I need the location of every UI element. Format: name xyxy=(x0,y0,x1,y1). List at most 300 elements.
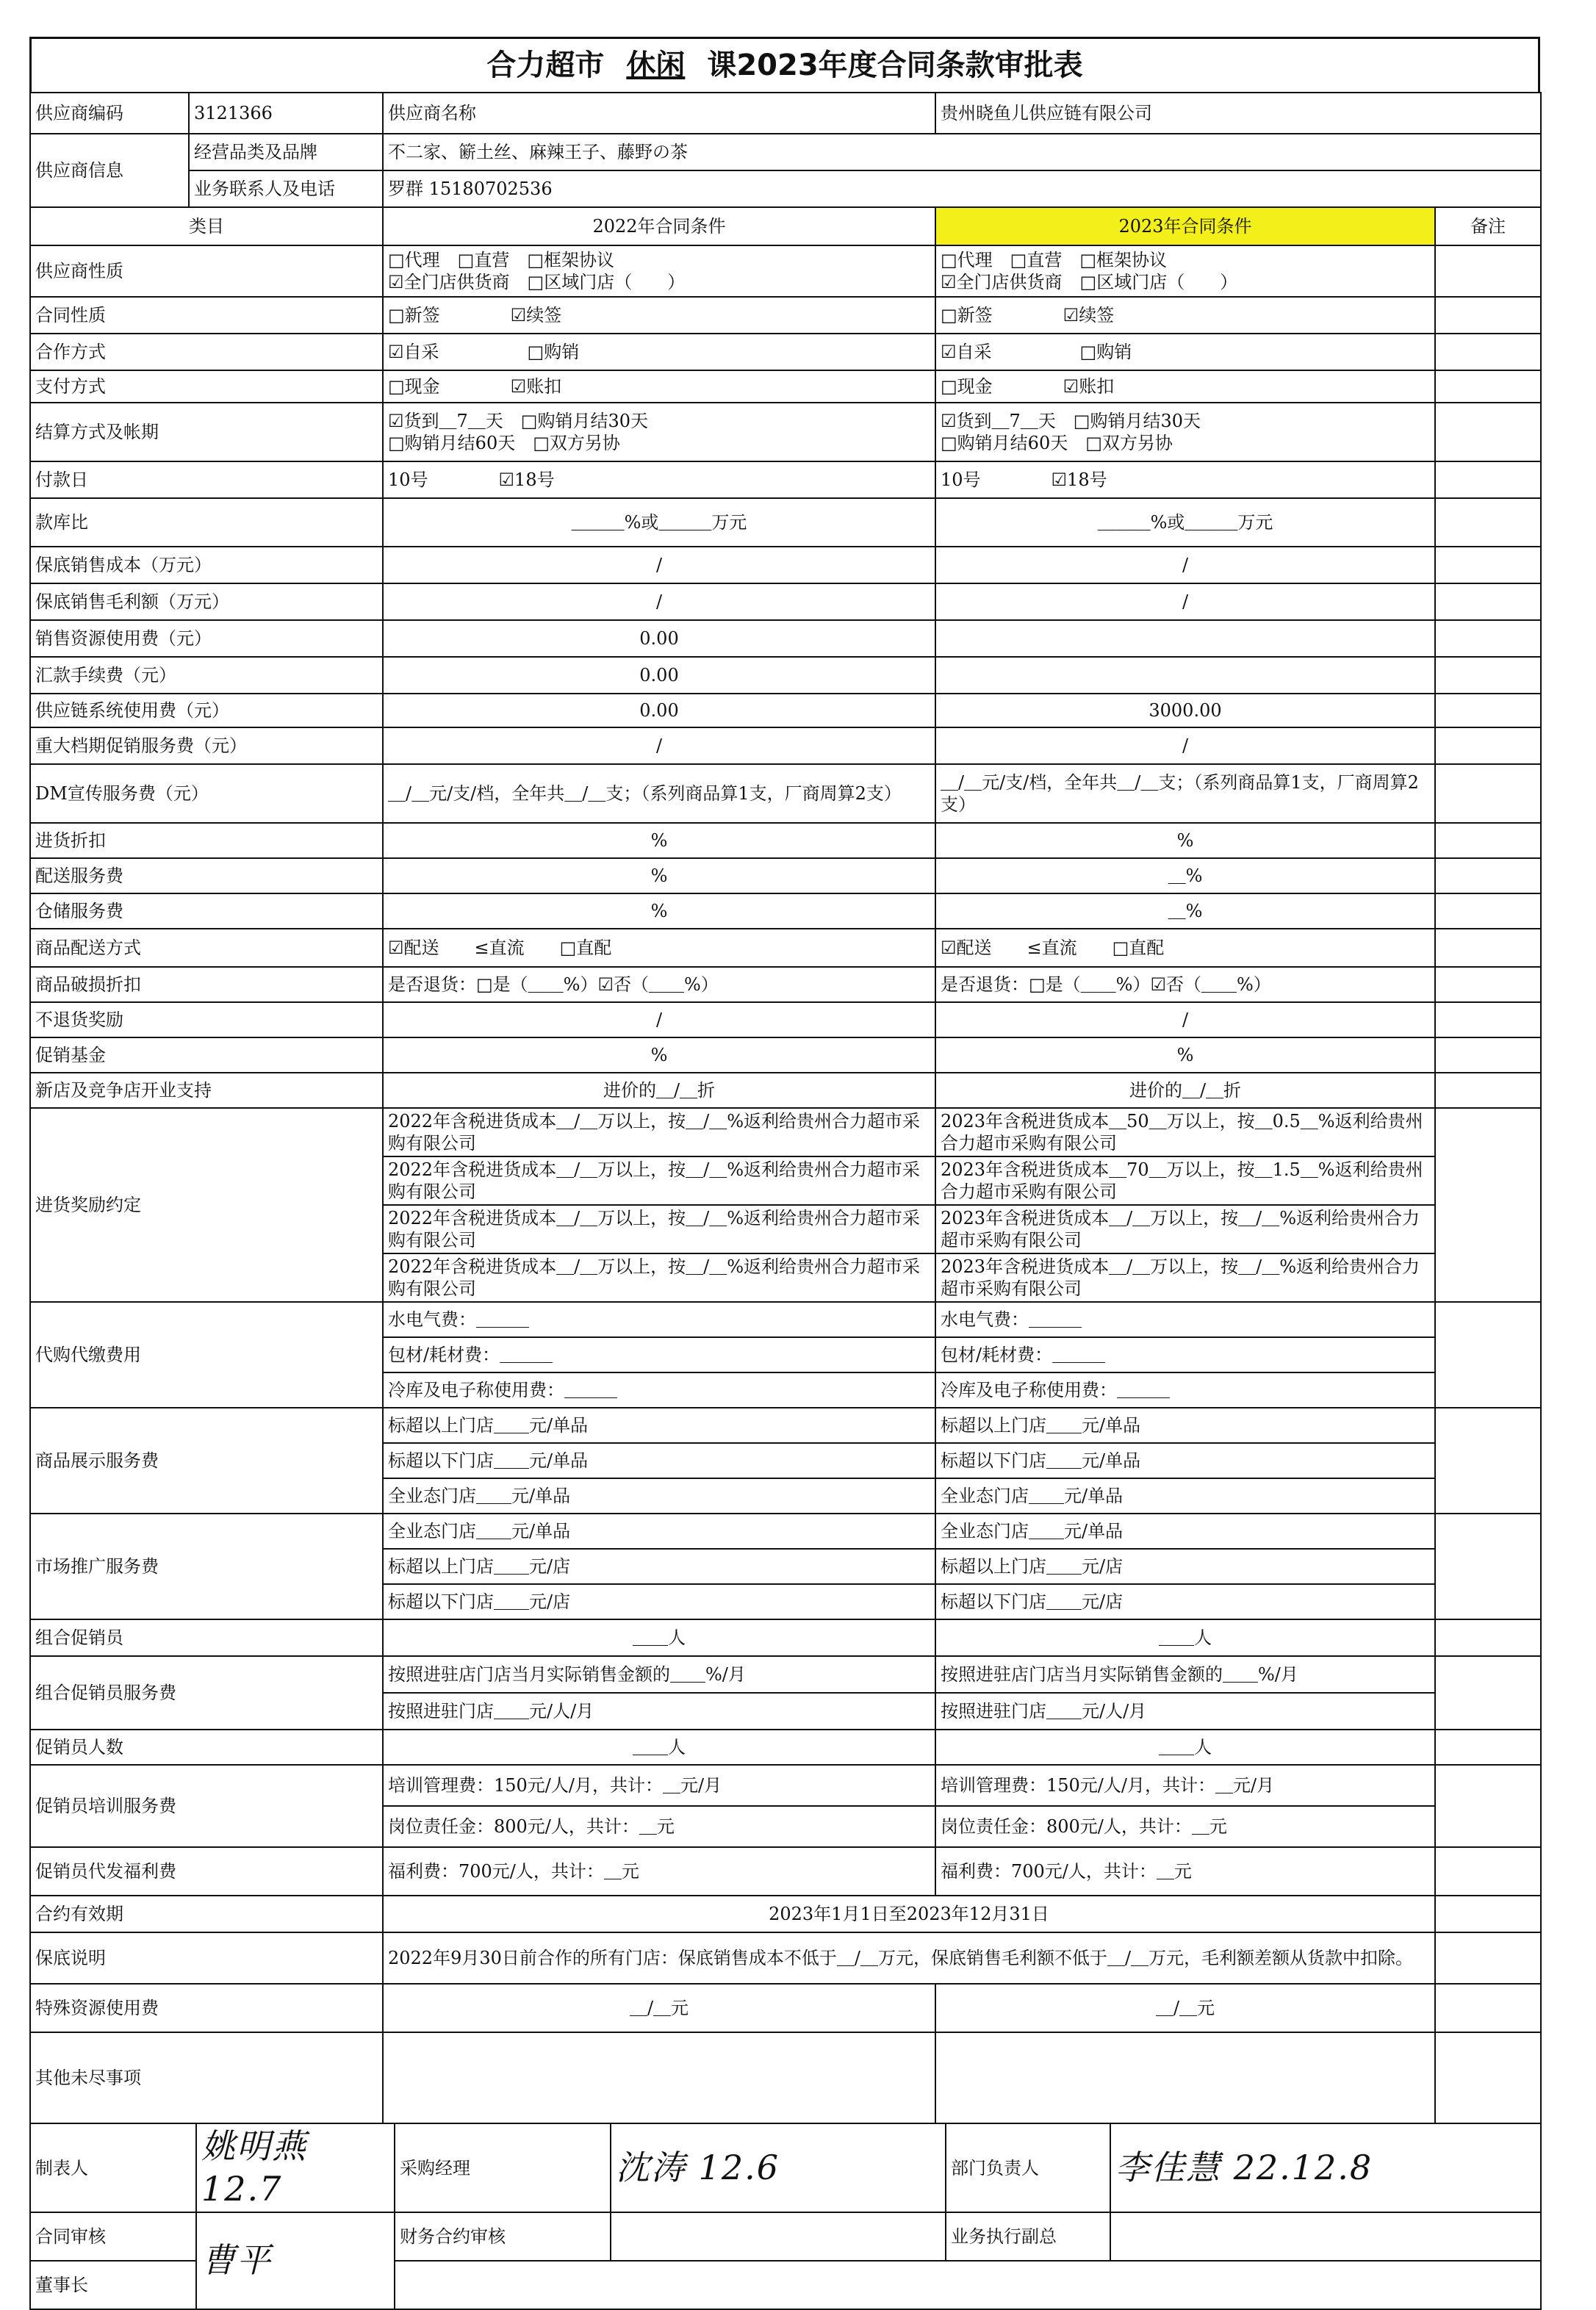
cell-line: 是否退货：□是（＿＿%）☑否（＿＿%） xyxy=(941,974,1271,995)
cell-line: 包材/耗材费：＿＿＿ xyxy=(941,1345,1106,1365)
condition-2023-cell xyxy=(935,583,1435,620)
remark-cell[interactable] xyxy=(1435,694,1541,727)
remark-cell[interactable] xyxy=(1435,297,1541,334)
cell-line: □代理 □直营 □框架协议 xyxy=(388,250,615,270)
condition-2023-cell xyxy=(935,1806,1435,1847)
table-row xyxy=(30,498,1541,547)
condition-2023-cell xyxy=(935,1619,1435,1656)
remark-cell[interactable] xyxy=(1435,1984,1541,2032)
contract-review-label: 合同审核 xyxy=(30,2212,196,2261)
condition-2022-cell xyxy=(383,1549,935,1584)
table-row xyxy=(30,694,1541,727)
cell-line: ＿% xyxy=(1168,901,1203,921)
cell-line: 福利费：700元/人，共计：＿元 xyxy=(388,1861,639,1882)
table-row xyxy=(30,583,1541,620)
row-label: 重大档期促销服务费（元） xyxy=(30,727,383,764)
table-row xyxy=(30,245,1541,297)
table-row xyxy=(30,1932,1541,1984)
cell-line: □新签 ☑续签 xyxy=(941,305,1115,325)
remark-cell[interactable] xyxy=(1435,1514,1541,1619)
brands-label: 经营品类及品牌 xyxy=(189,134,383,170)
cell-line: ＿＿人 xyxy=(1159,1627,1212,1648)
cell-line: 全业态门店＿＿元/单品 xyxy=(941,1486,1124,1506)
cell-line: 2022年9月30日前合作的所有门店：保底销售成本不低于＿/＿万元，保底销售毛利额不低于＿/＿万元，毛利额差额从货款中扣除。 xyxy=(388,1948,1414,1968)
condition-2023-cell xyxy=(935,967,1435,1002)
cell-line: 2023年含税进货成本＿70＿万以上，按＿1.5＿%返利给贵州合力超市采购有限公司 xyxy=(941,1159,1423,1202)
remark-cell[interactable] xyxy=(1435,1302,1541,1408)
cell-line: ☑配送 ≤直流 □直配 xyxy=(388,938,612,958)
cell-line: 标超以下门店＿＿元/店 xyxy=(941,1591,1124,1612)
supplier-name-label: 供应商名称 xyxy=(383,93,935,134)
condition-2022-cell xyxy=(383,764,935,823)
signature-row-1 xyxy=(30,2123,1541,2212)
condition-2023-cell xyxy=(935,1984,1435,2032)
cell-line: ＿% xyxy=(1168,866,1203,886)
brands-row xyxy=(30,134,1541,170)
row-label: 进货折扣 xyxy=(30,823,383,858)
condition-2023-cell xyxy=(935,1253,1435,1302)
cell-line: ＿＿＿%或＿＿＿万元 xyxy=(1097,512,1273,533)
cell-line: 全业态门店＿＿元/单品 xyxy=(388,1521,571,1541)
condition-2023-cell xyxy=(935,1584,1435,1619)
table-row xyxy=(30,1302,1541,1337)
row-label: 款库比 xyxy=(30,498,383,547)
condition-2022-cell xyxy=(383,1514,935,1549)
contact-label: 业务联系人及电话 xyxy=(189,170,383,207)
row-label: 组合促销员服务费 xyxy=(30,1656,383,1730)
condition-2023-cell xyxy=(935,1514,1435,1549)
remark-cell[interactable] xyxy=(1435,583,1541,620)
condition-2023-cell xyxy=(935,370,1435,403)
condition-2022-cell xyxy=(383,1372,935,1408)
condition-2022-cell xyxy=(383,1253,935,1302)
cell-line: ☑配送 ≤直流 □直配 xyxy=(941,938,1165,958)
row-label: 配送服务费 xyxy=(30,858,383,893)
cell-line: 按照进驻店门店当月实际销售金额的＿＿%/月 xyxy=(941,1664,1298,1685)
chairman-label: 董事长 xyxy=(30,2261,196,2309)
condition-2023-cell xyxy=(935,764,1435,823)
condition-2022-cell xyxy=(383,1205,935,1253)
condition-2023-cell xyxy=(935,1156,1435,1205)
cell-line: ＿/＿元 xyxy=(629,1998,689,2018)
condition-2023-cell xyxy=(935,2032,1435,2123)
condition-2023-cell xyxy=(935,1408,1435,1443)
remark-cell[interactable] xyxy=(1435,1408,1541,1514)
condition-2022-cell xyxy=(383,2032,935,2123)
cell-line: 冷库及电子称使用费：＿＿＿ xyxy=(388,1380,617,1400)
condition-2022-cell xyxy=(383,1478,935,1514)
condition-2023-cell xyxy=(935,823,1435,858)
table-row xyxy=(30,893,1541,929)
cell-line: ＿＿＿%或＿＿＿万元 xyxy=(571,512,747,533)
cell-line: 2022年含税进货成本＿/＿万以上，按＿/＿%返利给贵州合力超市采购有限公司 xyxy=(388,1159,921,1202)
row-label: 商品配送方式 xyxy=(30,929,383,967)
condition-2022-cell xyxy=(383,727,935,764)
condition-2022-cell xyxy=(383,823,935,858)
condition-2022-cell xyxy=(383,1337,935,1372)
condition-2022-cell xyxy=(383,694,935,727)
cell-line: / xyxy=(655,555,663,575)
condition-2022-cell xyxy=(383,1443,935,1478)
remark-cell[interactable] xyxy=(1435,498,1541,547)
remark-cell[interactable] xyxy=(1435,245,1541,297)
condition-2022-cell xyxy=(383,334,935,370)
table-row xyxy=(30,334,1541,370)
condition-2022-cell xyxy=(383,1619,935,1656)
cell-line: ＿＿人 xyxy=(633,1627,686,1648)
remark-cell[interactable] xyxy=(1435,1765,1541,1847)
cell-line: 福利费：700元/人，共计：＿元 xyxy=(941,1861,1192,1882)
remark-cell[interactable] xyxy=(1435,823,1541,858)
cell-line: 包材/耗材费：＿＿＿ xyxy=(388,1345,553,1365)
cell-line: % xyxy=(650,1045,668,1065)
row-label: 保底销售毛利额（万元） xyxy=(30,583,383,620)
condition-2022-cell xyxy=(383,370,935,403)
condition-2023-cell xyxy=(935,547,1435,583)
condition-2023-cell xyxy=(935,1656,1435,1693)
cell-line: □现金 ☑账扣 xyxy=(388,376,562,397)
condition-2022-cell xyxy=(383,1584,935,1619)
condition-2022-cell xyxy=(383,1156,935,1205)
row-label: DM宣传服务费（元） xyxy=(30,764,383,823)
condition-2023-cell xyxy=(935,694,1435,727)
condition-2023-cell xyxy=(935,858,1435,893)
cell-line: 按照进驻门店＿＿元/人/月 xyxy=(941,1701,1147,1721)
cell-line: % xyxy=(650,866,668,886)
condition-2023-cell xyxy=(935,245,1435,297)
condition-2023-cell xyxy=(935,1002,1435,1037)
cell-line: 岗位责任金：800元/人，共计：＿元 xyxy=(388,1816,675,1837)
table-row xyxy=(30,727,1541,764)
cell-line: / xyxy=(655,735,663,756)
condition-2022-cell xyxy=(383,1765,935,1806)
cell-line: 标超以下门店＿＿元/店 xyxy=(388,1591,571,1612)
remark-cell[interactable] xyxy=(1435,1896,1541,1932)
condition-2023-cell xyxy=(935,1205,1435,1253)
title-department: 休闲 xyxy=(626,48,686,82)
condition-2023-cell xyxy=(935,1073,1435,1108)
table-row xyxy=(30,1037,1541,1073)
table-row xyxy=(30,1619,1541,1656)
table-row xyxy=(30,620,1541,657)
header-row xyxy=(30,207,1541,245)
row-label: 商品破损折扣 xyxy=(30,967,383,1002)
row-label: 合作方式 xyxy=(30,334,383,370)
row-label: 特殊资源使用费 xyxy=(30,1984,383,2032)
remark-cell[interactable] xyxy=(1435,1656,1541,1730)
row-label: 保底说明 xyxy=(30,1932,383,1984)
table-row xyxy=(30,1847,1541,1896)
row-label: 促销基金 xyxy=(30,1037,383,1073)
table-row xyxy=(30,1896,1541,1932)
condition-2023-cell xyxy=(935,1765,1435,1806)
condition-2022-cell xyxy=(383,1693,935,1730)
finance-review-label: 财务合约审核 xyxy=(395,2212,611,2261)
condition-2022-cell xyxy=(383,893,935,929)
signature-row-2 xyxy=(30,2212,1541,2261)
cell-line: / xyxy=(1182,1010,1189,1030)
cell-line: □现金 ☑账扣 xyxy=(941,376,1115,397)
table-row xyxy=(30,2032,1541,2123)
maker-label: 制表人 xyxy=(30,2123,196,2212)
cell-line: % xyxy=(1176,830,1194,851)
condition-2022-cell xyxy=(383,1847,935,1896)
condition-2023-cell xyxy=(935,929,1435,967)
cell-line: / xyxy=(655,1010,663,1030)
cell-line: % xyxy=(650,901,668,921)
cell-line: 2022年含税进货成本＿/＿万以上，按＿/＿%返利给贵州合力超市采购有限公司 xyxy=(388,1256,921,1299)
cell-line: 标超以上门店＿＿元/店 xyxy=(388,1556,571,1577)
remark-cell[interactable] xyxy=(1435,620,1541,657)
table-row xyxy=(30,858,1541,893)
remark-cell[interactable] xyxy=(1435,893,1541,929)
row-label: 供应链系统使用费（元） xyxy=(30,694,383,727)
remark-cell[interactable] xyxy=(1435,764,1541,823)
table-row xyxy=(30,1765,1541,1806)
cell-line: 2023年含税进货成本＿/＿万以上，按＿/＿%返利给贵州合力超市采购有限公司 xyxy=(941,1208,1420,1251)
condition-2022-cell xyxy=(383,498,935,547)
row-label: 市场推广服务费 xyxy=(30,1514,383,1619)
contract-review-signature: 曹平 xyxy=(196,2212,395,2309)
remark-header: 备注 xyxy=(1435,207,1541,245)
merged-condition-cell xyxy=(383,1896,1435,1932)
table-row xyxy=(30,823,1541,858)
cell-line: ☑全门店供货商 □区域门店（ ） xyxy=(941,272,1238,292)
dept-head-label: 部门负责人 xyxy=(946,2123,1110,2212)
table-row xyxy=(30,1656,1541,1693)
table-row xyxy=(30,297,1541,334)
row-label: 仓储服务费 xyxy=(30,893,383,929)
supplier-code-row xyxy=(30,93,1541,134)
vp-label: 业务执行副总 xyxy=(946,2212,1110,2261)
cell-line: 岗位责任金：800元/人，共计：＿元 xyxy=(941,1816,1227,1837)
condition-2023-cell xyxy=(935,1478,1435,1514)
table-row xyxy=(30,1073,1541,1108)
cell-line: % xyxy=(650,830,668,851)
year-2022-header: 2022年合同条件 xyxy=(383,207,935,245)
chairman-signature xyxy=(395,2261,1541,2309)
condition-2023-cell xyxy=(935,297,1435,334)
vp-signature xyxy=(1110,2212,1541,2261)
condition-2022-cell xyxy=(383,1037,935,1073)
cell-line: 按照进驻门店＿＿元/人/月 xyxy=(388,1701,594,1721)
remark-cell[interactable] xyxy=(1435,929,1541,967)
cell-line: 按照进驻店门店当月实际销售金额的＿＿%/月 xyxy=(388,1664,746,1685)
cell-line: 培训管理费：150元/人/月，共计：＿元/月 xyxy=(388,1775,722,1796)
cell-line: / xyxy=(655,591,663,612)
row-label: 销售资源使用费（元） xyxy=(30,620,383,657)
purchase-manager-label: 采购经理 xyxy=(395,2123,611,2212)
cell-line: □购销月结60天 □双方另协 xyxy=(388,433,620,453)
condition-2022-cell xyxy=(383,1806,935,1847)
cell-line: ＿＿人 xyxy=(633,1737,686,1757)
terms-table xyxy=(29,92,1542,2124)
table-row xyxy=(30,1730,1541,1765)
cell-line: 2023年1月1日至2023年12月31日 xyxy=(769,1904,1049,1924)
remark-cell[interactable] xyxy=(1435,547,1541,583)
row-label: 付款日 xyxy=(30,461,383,498)
cell-line: □购销月结60天 □双方另协 xyxy=(941,433,1173,453)
remark-cell[interactable] xyxy=(1435,727,1541,764)
table-row xyxy=(30,967,1541,1002)
row-label: 进货奖励约定 xyxy=(30,1108,383,1302)
condition-2022-cell xyxy=(383,620,935,657)
table-row xyxy=(30,764,1541,823)
remark-cell[interactable] xyxy=(1435,370,1541,403)
cell-line: 10号 ☑18号 xyxy=(388,469,555,490)
year-2023-header: 2023年合同条件 xyxy=(935,207,1435,245)
cell-line: / xyxy=(1182,591,1189,612)
cell-line: □新签 ☑续签 xyxy=(388,305,562,325)
signature-table xyxy=(29,2123,1542,2310)
cell-line: 标超以上门店＿＿元/单品 xyxy=(388,1415,589,1436)
supplier-code-label: 供应商编码 xyxy=(30,93,189,134)
condition-2022-cell xyxy=(383,547,935,583)
remark-cell[interactable] xyxy=(1435,334,1541,370)
table-row xyxy=(30,461,1541,498)
remark-cell[interactable] xyxy=(1435,403,1541,461)
cell-line: ＿/＿元/支/档，全年共＿/＿支；（系列商品算1支，厂商周算2支） xyxy=(941,772,1419,815)
table-row xyxy=(30,1108,1541,1156)
condition-2023-cell xyxy=(935,1847,1435,1896)
cell-line: 2023年含税进货成本＿/＿万以上，按＿/＿%返利给贵州合力超市采购有限公司 xyxy=(941,1256,1420,1299)
condition-2022-cell xyxy=(383,1002,935,1037)
remark-cell[interactable] xyxy=(1435,967,1541,1002)
table-row xyxy=(30,929,1541,967)
cell-line: 2022年含税进货成本＿/＿万以上，按＿/＿%返利给贵州合力超市采购有限公司 xyxy=(388,1111,921,1154)
condition-2023-cell xyxy=(935,334,1435,370)
condition-2023-cell xyxy=(935,403,1435,461)
remark-cell[interactable] xyxy=(1435,1073,1541,1108)
cell-line: 0.00 xyxy=(639,665,679,686)
cell-line: 标超以下门店＿＿元/单品 xyxy=(941,1450,1141,1471)
cell-line: 标超以下门店＿＿元/单品 xyxy=(388,1450,589,1471)
row-label: 结算方式及帐期 xyxy=(30,403,383,461)
remark-cell[interactable] xyxy=(1435,2032,1541,2123)
cell-line: 0.00 xyxy=(639,700,679,721)
cell-line: ＿/＿元 xyxy=(1155,1998,1215,2018)
remark-cell[interactable] xyxy=(1435,1619,1541,1656)
table-row xyxy=(30,1408,1541,1443)
condition-2022-cell xyxy=(383,929,935,967)
cell-line: % xyxy=(1176,1045,1194,1065)
condition-2023-cell xyxy=(935,1372,1435,1408)
table-row xyxy=(30,657,1541,694)
remark-cell[interactable] xyxy=(1435,1932,1541,1984)
form-title xyxy=(29,37,1540,92)
supplier-code: 3121366 xyxy=(189,93,383,134)
cell-line: 培训管理费：150元/人/月，共计：＿元/月 xyxy=(941,1775,1275,1796)
row-label: 商品展示服务费 xyxy=(30,1408,383,1514)
cell-line: 是否退货：□是（＿＿%）☑否（＿＿%） xyxy=(388,974,719,995)
condition-2022-cell xyxy=(383,1302,935,1337)
table-row xyxy=(30,370,1541,403)
cell-line: ＿/＿元/支/档，全年共＿/＿支；（系列商品算1支，厂商周算2支） xyxy=(388,783,902,804)
condition-2022-cell xyxy=(383,583,935,620)
condition-2022-cell xyxy=(383,657,935,694)
remark-cell[interactable] xyxy=(1435,657,1541,694)
row-label: 其他未尽事项 xyxy=(30,2032,383,2123)
condition-2023-cell xyxy=(935,657,1435,694)
remark-cell[interactable] xyxy=(1435,461,1541,498)
row-label: 促销员代发福利费 xyxy=(30,1847,383,1896)
remark-cell[interactable] xyxy=(1435,1730,1541,1765)
title-suffix: 课2023年度合同条款审批表 xyxy=(707,48,1083,82)
table-row xyxy=(30,1514,1541,1549)
cell-line: 10号 ☑18号 xyxy=(941,469,1107,490)
condition-2022-cell xyxy=(383,967,935,1002)
condition-2023-cell xyxy=(935,1443,1435,1478)
condition-2022-cell xyxy=(383,403,935,461)
remark-cell[interactable] xyxy=(1435,1847,1541,1896)
cell-line: 标超以上门店＿＿元/单品 xyxy=(941,1415,1141,1436)
row-label: 促销员培训服务费 xyxy=(30,1765,383,1847)
condition-2023-cell xyxy=(935,1693,1435,1730)
maker-signature: 姚明燕 12.7 xyxy=(196,2123,395,2212)
row-label: 供应商性质 xyxy=(30,245,383,297)
remark-cell[interactable] xyxy=(1435,1108,1541,1302)
cell-line: ☑货到＿7＿天 □购销月结30天 xyxy=(388,411,648,431)
remark-cell[interactable] xyxy=(1435,1002,1541,1037)
row-label: 不退货奖励 xyxy=(30,1002,383,1037)
row-label: 新店及竞争店开业支持 xyxy=(30,1073,383,1108)
table-row xyxy=(30,547,1541,583)
contract-approval-form xyxy=(29,37,1540,2310)
row-label: 支付方式 xyxy=(30,370,383,403)
condition-2022-cell xyxy=(383,1730,935,1765)
cell-line: 水电气费：＿＿＿ xyxy=(388,1309,529,1330)
cell-line: 进价的＿/＿折 xyxy=(603,1080,716,1101)
remark-cell[interactable] xyxy=(1435,858,1541,893)
condition-2023-cell xyxy=(935,498,1435,547)
condition-2023-cell xyxy=(935,1302,1435,1337)
merged-condition-cell xyxy=(383,1932,1435,1984)
cell-line: 0.00 xyxy=(639,628,679,649)
table-row xyxy=(30,1002,1541,1037)
row-label: 组合促销员 xyxy=(30,1619,383,1656)
cell-line: 2022年含税进货成本＿/＿万以上，按＿/＿%返利给贵州合力超市采购有限公司 xyxy=(388,1208,921,1251)
condition-2023-cell xyxy=(935,461,1435,498)
condition-2022-cell xyxy=(383,1984,935,2032)
condition-2022-cell xyxy=(383,1408,935,1443)
cell-line: ☑自采 □购销 xyxy=(388,342,580,362)
cell-line: ☑全门店供货商 □区域门店（ ） xyxy=(388,272,686,292)
row-label: 保底销售成本（万元） xyxy=(30,547,383,583)
condition-2022-cell xyxy=(383,245,935,297)
condition-2023-cell xyxy=(935,727,1435,764)
condition-2023-cell xyxy=(935,1730,1435,1765)
condition-2023-cell xyxy=(935,620,1435,657)
dept-head-signature: 李佳慧 22.12.8 xyxy=(1110,2123,1541,2212)
cell-line: 全业态门店＿＿元/单品 xyxy=(388,1486,571,1506)
brands-value: 不二家、簖土丝、麻辣王子、藤野の茶 xyxy=(383,134,1541,170)
cell-line: 2023年含税进货成本＿50＿万以上，按＿0.5＿%返利给贵州合力超市采购有限公司 xyxy=(941,1111,1423,1154)
condition-2023-cell xyxy=(935,1108,1435,1156)
purchase-manager-signature: 沈涛 12.6 xyxy=(611,2123,946,2212)
cell-line: ☑货到＿7＿天 □购销月结30天 xyxy=(941,411,1201,431)
supplier-info-label: 供应商信息 xyxy=(30,134,189,207)
condition-2022-cell xyxy=(383,858,935,893)
cell-line: / xyxy=(1182,735,1189,756)
condition-2022-cell xyxy=(383,1073,935,1108)
row-label: 促销员人数 xyxy=(30,1730,383,1765)
row-label: 合同性质 xyxy=(30,297,383,334)
remark-cell[interactable] xyxy=(1435,1037,1541,1073)
condition-2022-cell xyxy=(383,1108,935,1156)
cell-line: / xyxy=(1182,555,1189,575)
condition-2022-cell xyxy=(383,461,935,498)
row-label: 合约有效期 xyxy=(30,1896,383,1932)
